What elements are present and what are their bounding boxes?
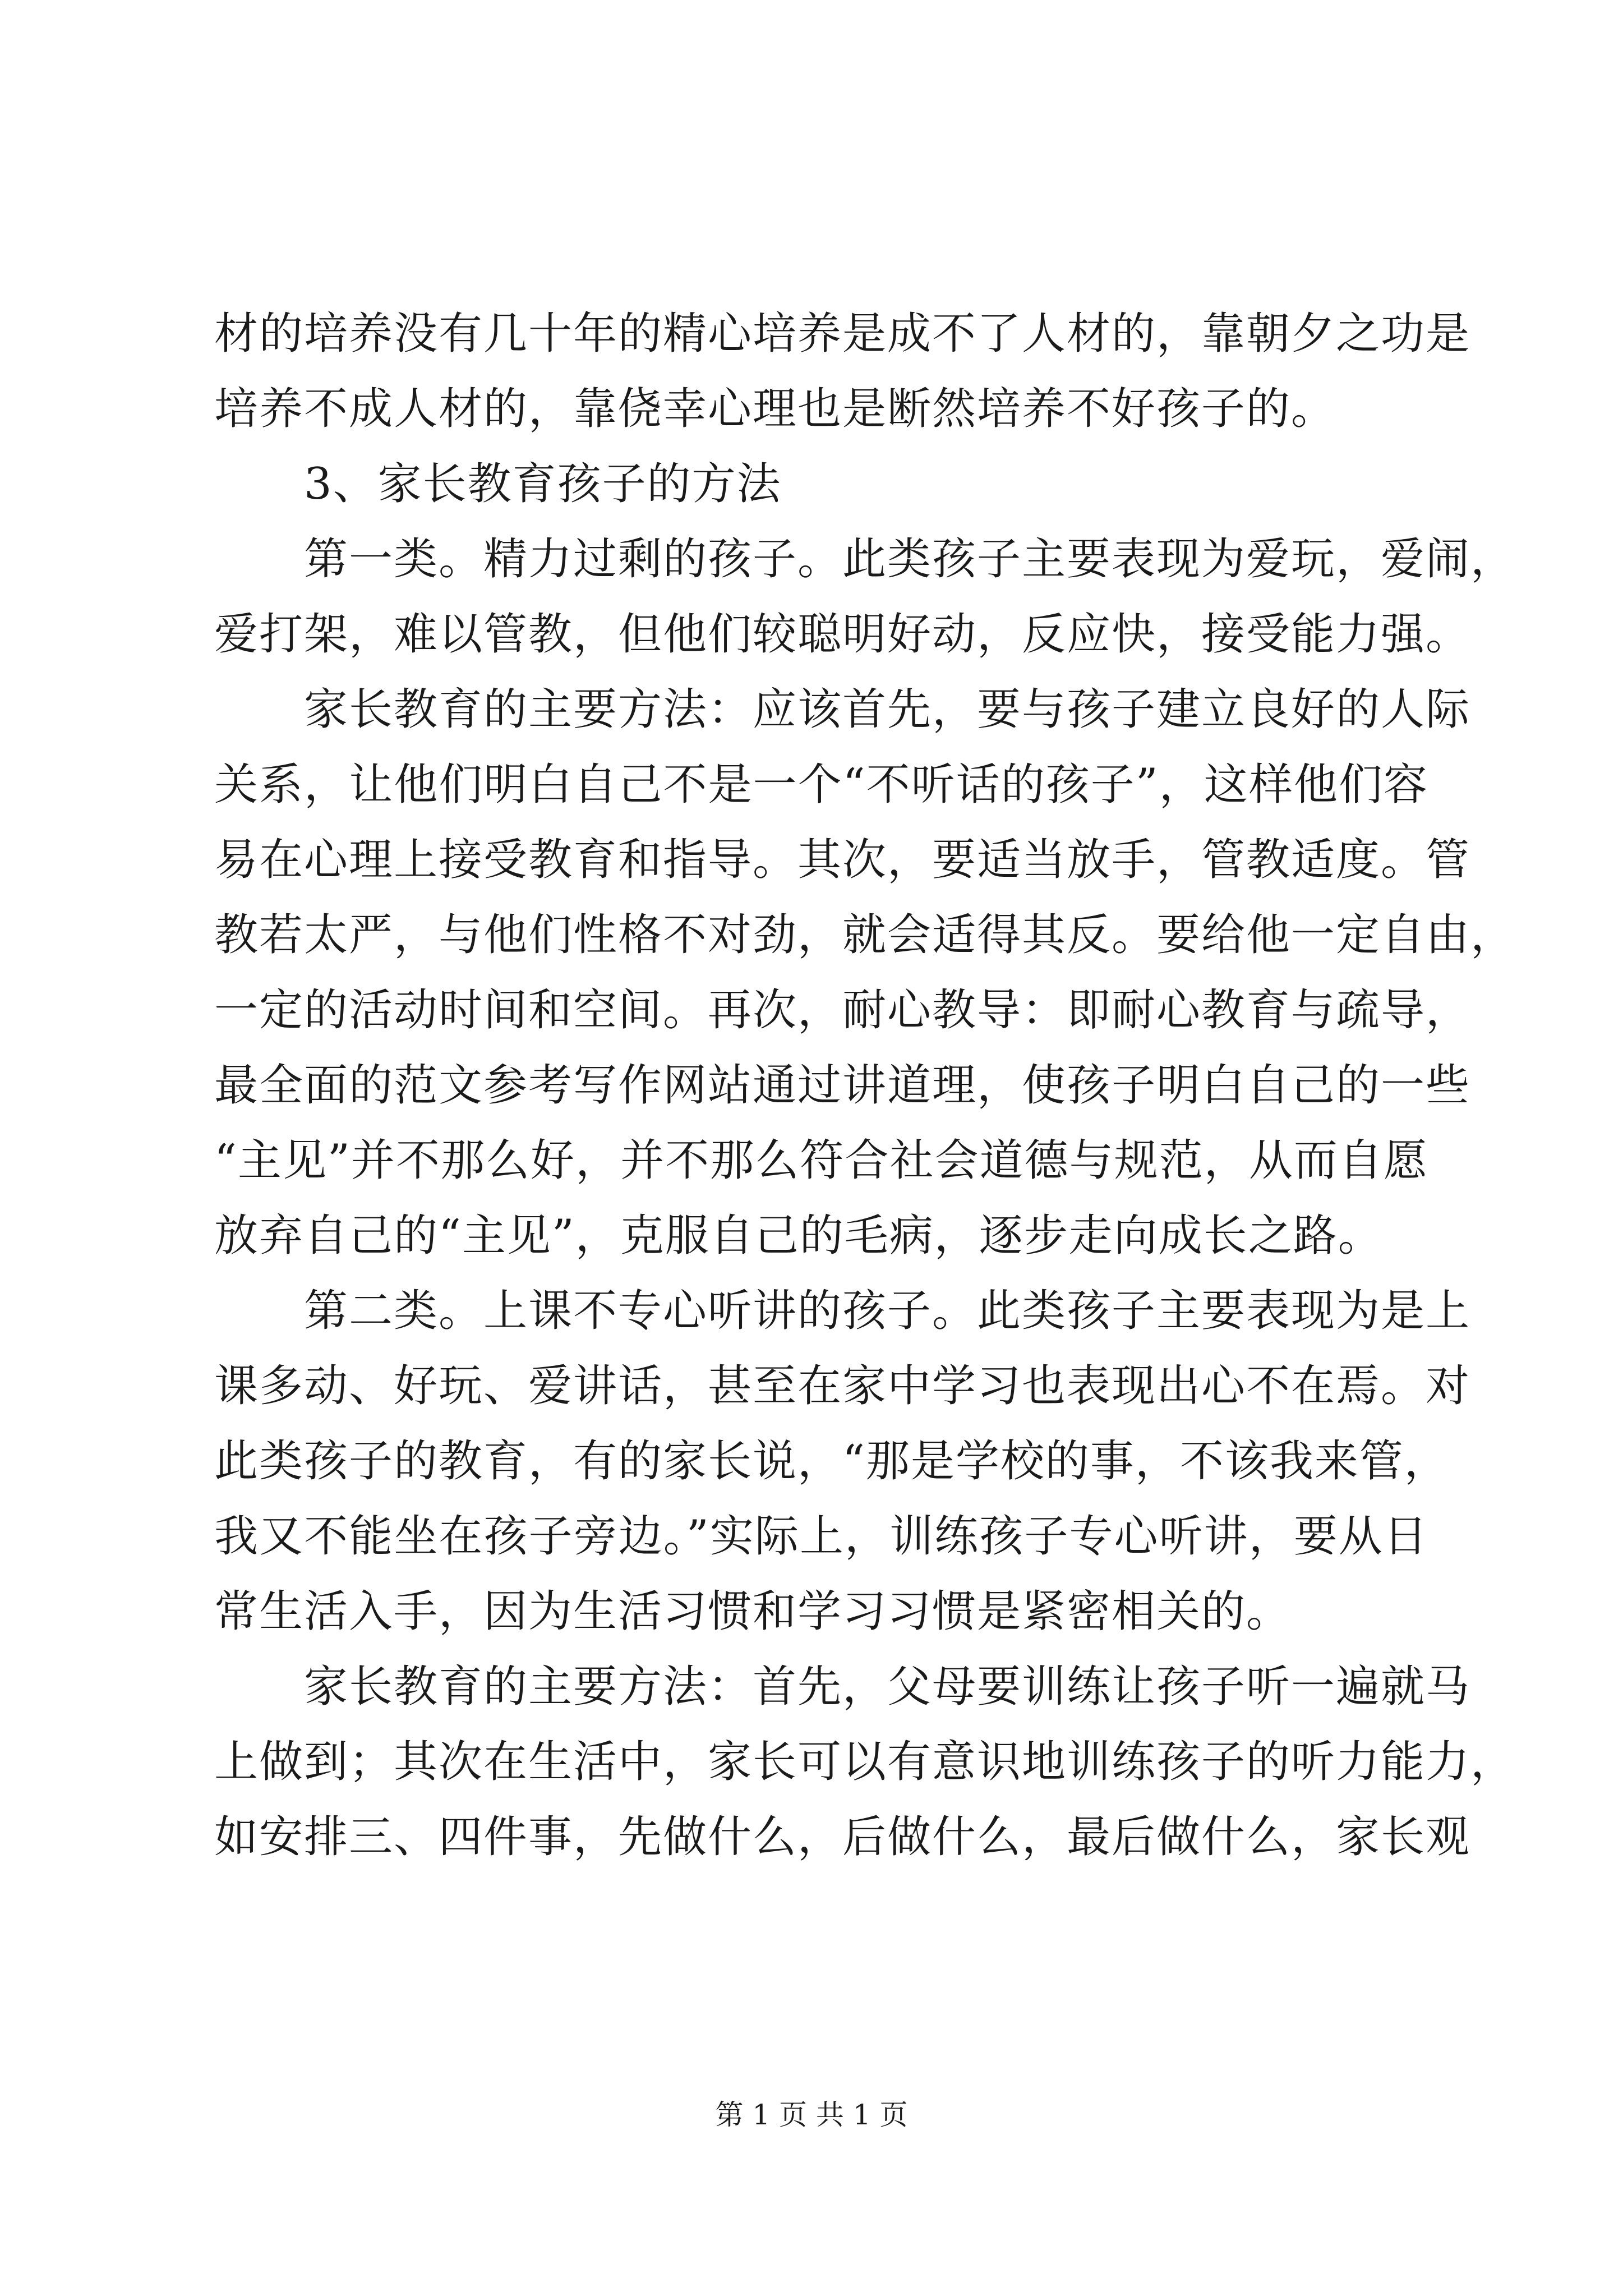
text-line: 第二类。上课不专心听讲的孩子。此类孩子主要表现为是上: [304, 1286, 1471, 1336]
text-line: 爱打架，难以管教，但他们较聪明好动，反应快，接受能力强。: [214, 609, 1471, 660]
text-line: 常生活入手，因为生活习惯和学习习惯是紧密相关的。: [214, 1586, 1292, 1637]
text-line: 教若太严，与他们性格不对劲，就会适得其反。要给他一定自由，: [214, 910, 1516, 960]
text-line: “主见”并不那么好，并不那么符合社会道德与规范，从而自愿: [214, 1135, 1428, 1186]
text-line: 如安排三、四件事，先做什么，后做什么，最后做什么，家长观: [214, 1812, 1471, 1862]
text-line: 我又不能坐在孩子旁边。”实际上，训练孩子专心听讲，要从日: [214, 1511, 1428, 1562]
text-line: 最全面的范文参考写作网站通过讲道理，使孩子明白自己的一些: [214, 1060, 1471, 1111]
text-line: 此类孩子的教育，有的家长说，“那是学校的事，不该我来管，: [214, 1436, 1449, 1487]
document-body: [214, 296, 1516, 1875]
text-line: 培养不成人材的，靠侥幸心理也是断然培养不好孩子的。: [214, 384, 1336, 434]
text-line: 3、家长教育孩子的方法: [304, 459, 782, 509]
text-line: 家长教育的主要方法：首先，父母要训练让孩子听一遍就马: [304, 1662, 1471, 1712]
page-footer: 第 1 页 共 1 页: [715, 2099, 908, 2131]
text-line: 第一类。精力过剩的孩子。此类孩子主要表现为爱玩，爱闹，: [304, 534, 1516, 585]
text-line: 上做到；其次在生活中，家长可以有意识地训练孩子的听力能力，: [214, 1737, 1516, 1787]
text-line: 易在心理上接受教育和指导。其次，要适当放手，管教适度。管: [214, 835, 1471, 885]
text-line: 材的培养没有几十年的精心培养是成不了人材的，靠朝夕之功是: [214, 309, 1471, 359]
text-line: 课多动、好玩、爱讲话，甚至在家中学习也表现出心不在焉。对: [214, 1361, 1471, 1411]
text-line: 放弃自己的“主见”，克服自己的毛病，逐步走向成长之路。: [214, 1211, 1383, 1261]
text-line: 关系，让他们明白自己不是一个“不听话的孩子”，这样他们容: [214, 760, 1428, 810]
text-line: 一定的活动时间和空间。再次，耐心教导：即耐心教育与疏导，: [214, 985, 1471, 1036]
text-line: 家长教育的主要方法：应该首先，要与孩子建立良好的人际: [304, 684, 1471, 735]
